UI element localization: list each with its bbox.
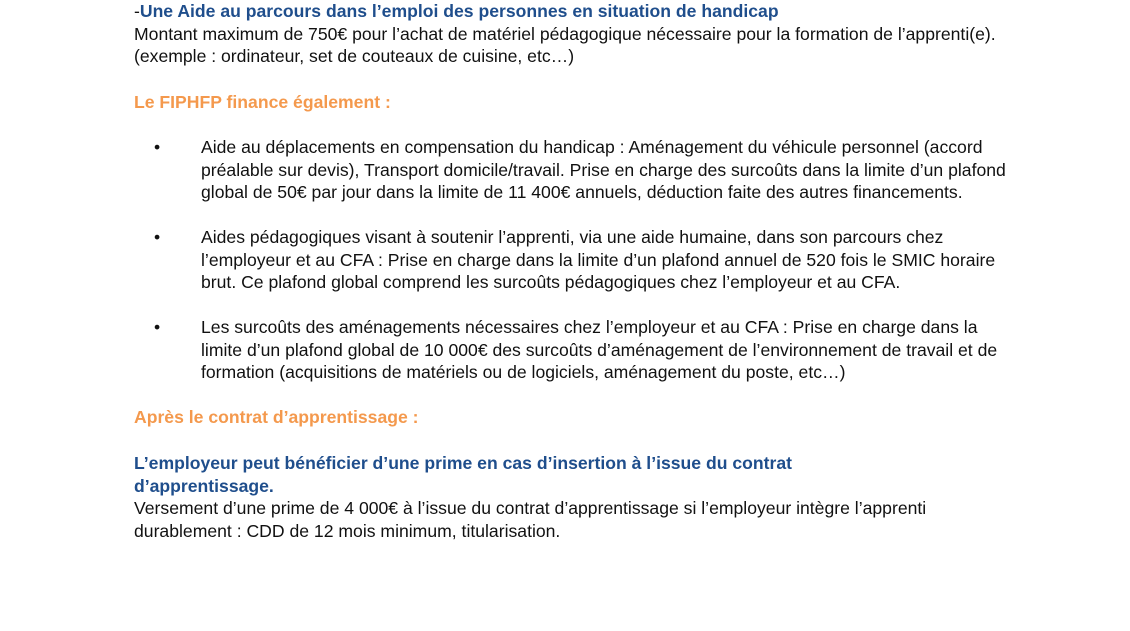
aide-parcours-title: Une Aide au parcours dans l’emploi des personnes en situation de handicap bbox=[139, 1, 779, 21]
list-item-text: Aide au déplacements en compensation du handicap : Aménagement du véhicule personnel (accord préalable sur devis), Transport domicile/travail. Prise en charge des surcoûts dans la limite d’un plafond global de 50€ par jour dans la limite de 11 400€ annuels, déduction faite des autres financements. bbox=[201, 136, 1006, 203]
list-item bbox=[134, 136, 1014, 204]
apres-contrat-heading: Après le contrat d’apprentissage : bbox=[134, 407, 419, 428]
bullet-icon: • bbox=[154, 317, 161, 338]
list-item bbox=[134, 316, 1014, 384]
spacer bbox=[134, 204, 1014, 226]
list-item-text: Aides pédagogiques visant à soutenir l’apprenti, via une aide humaine, dans son parcours chez l’employeur et au CFA : Prise en charge dans la limite d’un plafond annuel de 520 fois le SMIC horaire brut. Ce plafond global comprend les surcoûts pédagogiques chez l’employeur et au CFA. bbox=[201, 226, 996, 293]
aide-parcours-heading bbox=[134, 0, 1014, 23]
list-item-text: Les surcoûts des aménagements nécessaires chez l’employeur et au CFA : Prise en charge dans la limite d’un plafond global de 10 000€ des surcoûts d’aménagement de l’environnement de travail et de formation (acquisitions de matériels ou de logiciels, aménagement du poste, etc…) bbox=[201, 317, 998, 383]
prime-heading-line1: L’employeur peut bénéficier d’une prime en cas d’insertion à l’issue du contrat bbox=[134, 452, 792, 473]
prime-body-line1: Versement d’une prime de 4 000€ à l’issue du contrat d’apprentissage si l’employeur intègre l’apprenti bbox=[134, 498, 927, 519]
bullet-icon: • bbox=[154, 136, 161, 157]
fiphfp-heading: Le FIPHFP finance également : bbox=[134, 92, 391, 113]
spacer bbox=[134, 429, 1014, 452]
document-page bbox=[134, 0, 1014, 543]
bullet-icon: • bbox=[154, 226, 161, 247]
spacer bbox=[134, 68, 1014, 91]
list-item bbox=[134, 226, 1014, 294]
prime-heading-line2: d’apprentissage. bbox=[134, 475, 274, 496]
aide-parcours-prefix: - bbox=[134, 1, 140, 21]
spacer bbox=[134, 114, 1014, 136]
fiphfp-bullet-list bbox=[134, 136, 1014, 384]
aide-parcours-body: Montant maximum de 750€ pour l’achat de matériel pédagogique nécessaire pour la formation de l’apprenti(e). (exemple : ordinateur, set de couteaux de cuisine, etc…) bbox=[134, 23, 996, 67]
prime-body-line2: durablement : CDD de 12 mois minimum, titularisation. bbox=[134, 520, 561, 541]
spacer bbox=[134, 384, 1014, 406]
spacer bbox=[134, 294, 1014, 316]
